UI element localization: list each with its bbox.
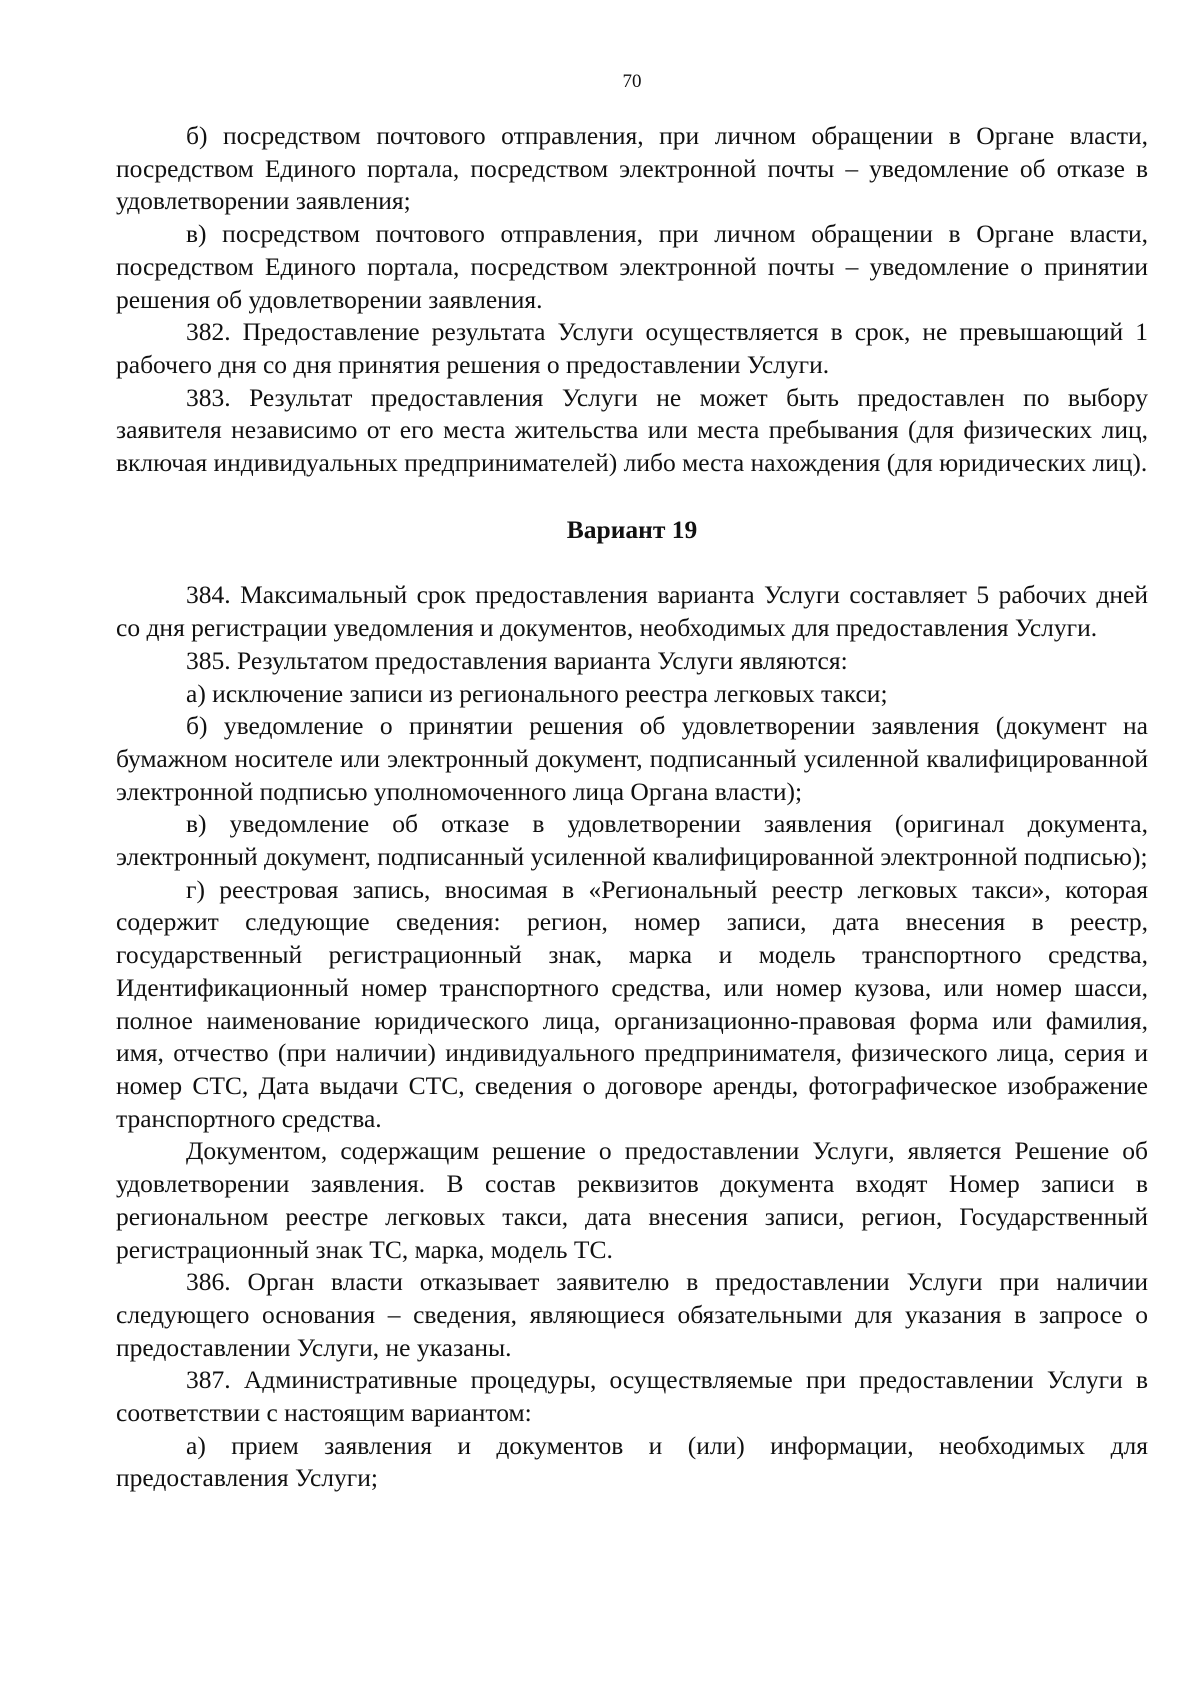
paragraph-384: 384. Максимальный срок предоставления варианта Услуги составляет 5 рабочих дней со дня регистрации уведомления и документов, необходимых для предоставления Услуги. [116, 580, 1148, 643]
page-number: 70 [622, 71, 642, 92]
paragraph-385-v: в) уведомление об отказе в удовлетворении заявления (оригинал документа, электронный документ, подписанный усиленной квалифицированной электронной подписью); [116, 809, 1148, 872]
paragraph-385-g: г) реестровая запись, вносимая в «Региональный реестр легковых такси», которая содержит следующие сведения: регион, номер записи, дата внесения в реестр, государственный регистрационный знак, марка и модель транспортного средства, Идентификационный номер транспортного средства, или номер кузова, или номер шасси, полное наименование юридического лица, организационно-правовая форма или фамилия, имя, отчество (при наличии) индивидуального предпринимателя, физического лица, серия и номер СТС, Дата выдачи СТС, сведения о договоре аренды, фотографическое изображение транспортного средства. [116, 874, 1148, 1133]
paragraph-b-notice-refusal: б) посредством почтового отправления, при личном обращении в Органе власти, посредством Единого портала, посредством электронной почты – уведомление об отказе в удовлетворении заявления; [116, 121, 1148, 216]
document-page [116, 0, 1148, 1697]
paragraph-decision-document: Документом, содержащим решение о предоставлении Услуги, является Решение об удовлетворении заявления. В состав реквизитов документа входят Номер записи в региональном реестре легковых такси, дата внесения записи, регион, Государственный регистрационный знак ТС, марка, модель ТС. [116, 1136, 1148, 1264]
paragraph-387-a: а) прием заявления и документов и (или) информации, необходимых для предоставления Услуги; [116, 1430, 1148, 1493]
section-heading: Вариант 19 [566, 514, 698, 544]
paragraph-385-b: б) уведомление о принятии решения об удовлетворении заявления (документ на бумажном носителе или электронный документ, подписанный усиленной квалифицированной электронной подписью уполномоченного лица Органа власти); [116, 711, 1148, 806]
document-body [116, 120, 1148, 1495]
paragraph-385-a: а) исключение записи из регионального реестра легковых такси; [186, 678, 888, 708]
paragraph-386: 386. Орган власти отказывает заявителю в предоставлении Услуги при наличии следующего основания – сведения, являющиеся обязательными для указания в запросе о предоставлении Услуги, не указаны. [116, 1267, 1148, 1362]
paragraph-383: 383. Результат предоставления Услуги не может быть предоставлен по выбору заявителя независимо от его места жительства или места пребывания (для физических лиц, включая индивидуальных предпринимателей) либо места нахождения (для юридических лиц). [116, 382, 1148, 478]
paragraph-387: 387. Административные процедуры, осуществляемые при предоставлении Услуги в соответствии с настоящим вариантом: [116, 1365, 1148, 1428]
paragraph-385: 385. Результатом предоставления варианта Услуги являются: [186, 645, 848, 675]
paragraph-v-notice-approval: в) посредством почтового отправления, при личном обращении в Органе власти, посредством Единого портала, посредством электронной почты – уведомление о принятии решения об удовлетворении заявления. [116, 219, 1148, 314]
paragraph-382: 382. Предоставление результата Услуги осуществляется в срок, не превышающий 1 рабочего дня со дня принятия решения о предоставлении Услуги. [116, 317, 1148, 379]
